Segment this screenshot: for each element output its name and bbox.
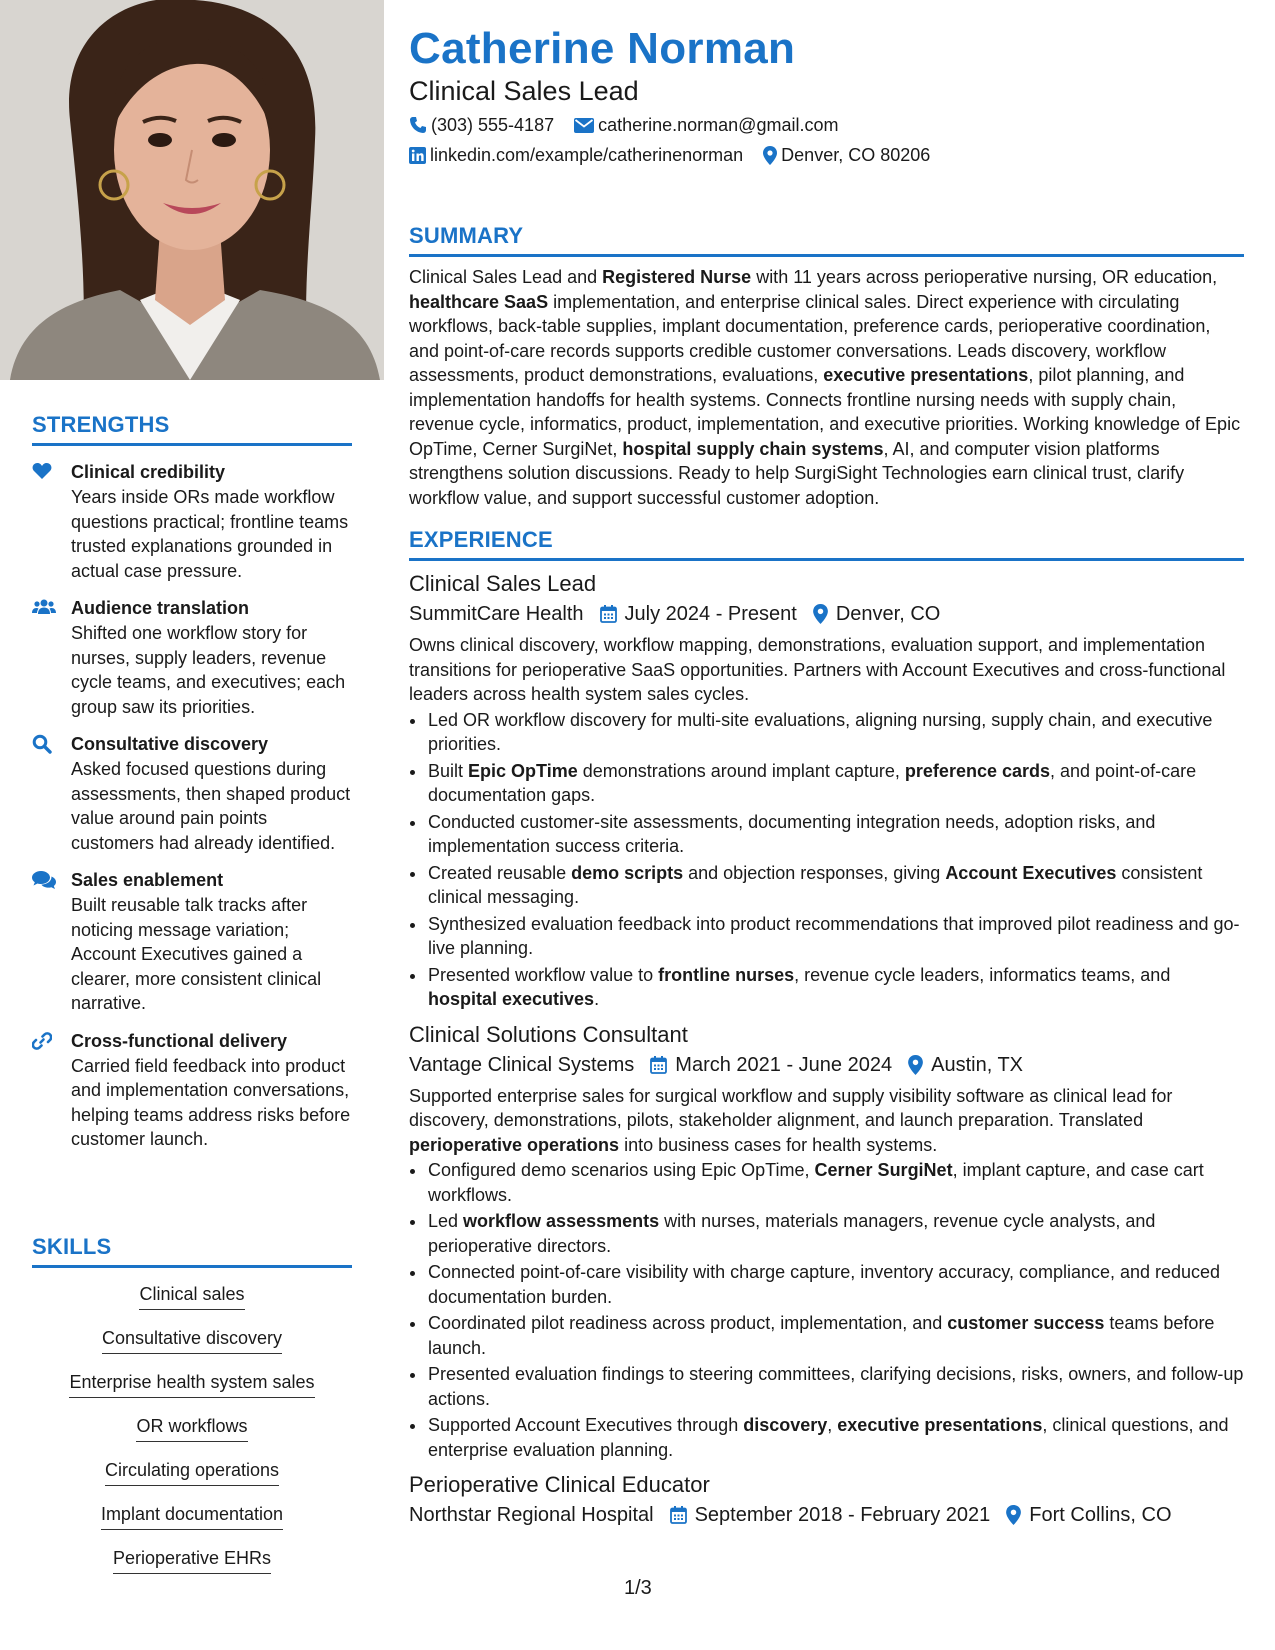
dates-text: July 2024 - Present (624, 603, 797, 625)
job-location (1006, 1500, 1171, 1530)
map-pin-icon (763, 146, 777, 165)
phone-icon (409, 116, 427, 134)
strength-title: Consultative discovery (71, 734, 269, 754)
job-bullet: • Coordinated pilot readiness across product, implementation, and customer success teams before launch. (427, 1311, 1244, 1360)
job-company (409, 1500, 654, 1530)
strength-item (32, 868, 352, 1016)
job-meta (409, 599, 1244, 629)
job-bullet: • Presented workflow value to frontline nurses, revenue cycle leaders, informatics teams, and hospital executives. (427, 963, 1244, 1012)
phone-contact (409, 113, 554, 137)
map-pin-icon (813, 604, 828, 624)
job-title: Clinical Sales Lead (409, 571, 597, 596)
job-meta (409, 1050, 1244, 1080)
email-contact (574, 113, 838, 137)
strength-desc: Carried field feedback into product and implementation conversations, helping teams address risks before customer launch. (71, 1055, 351, 1149)
summary-heading: SUMMARY (409, 223, 1244, 257)
linkedin-contact (409, 143, 743, 167)
job-bullet: • Configured demo scenarios using Epic OpTime, Cerner SurgiNet, implant capture, and case cart workflows. (427, 1158, 1244, 1207)
strength-title: Cross-functional delivery (71, 1030, 288, 1051)
contact-row-2 (409, 143, 950, 167)
skill-item: Consultative discovery (102, 1326, 282, 1354)
job-entry (409, 569, 1244, 1012)
skill-item: Implant documentation (101, 1502, 283, 1530)
strength-title: Sales enablement (71, 870, 224, 890)
candidate-name: Catherine Norman (409, 24, 796, 73)
job-location (813, 599, 940, 629)
job-company (409, 599, 584, 629)
strength-item (32, 596, 352, 719)
map-pin-icon (1006, 1505, 1021, 1525)
job-title: Perioperative Clinical Educator (409, 1472, 710, 1497)
company-text: SummitCare Health (409, 603, 584, 625)
company-text: Northstar Regional Hospital (409, 1504, 654, 1526)
job-entry (409, 1470, 1244, 1530)
job-description: Supported enterprise sales for surgical workflow and supply visibility software as clinical lead for discovery, demonstrations, pilots, stakeholder alignment, and launch preparation. Translated perioperative operations into business cases for health systems. (409, 1085, 1173, 1155)
job-bullet: • Synthesized evaluation feedback into product recommendations that improved pilot readiness and go-live planning. (427, 912, 1244, 961)
job-bullets (409, 708, 1244, 1012)
job-company (409, 1050, 634, 1080)
experience-heading: EXPERIENCE (409, 527, 1244, 561)
dates-text: March 2021 - June 2024 (675, 1053, 893, 1076)
candidate-role: Clinical Sales Lead (409, 76, 639, 106)
calendar-icon (600, 605, 617, 623)
dates-text: September 2018 - February 2021 (694, 1504, 991, 1526)
strength-title: Clinical credibility (71, 462, 226, 482)
job-description: Owns clinical discovery, workflow mapping, demonstrations, evaluation support, and implementation transitions for perioperative SaaS opportunities. Partners with Account Executives and cross-functional leaders across health system sales cycles. (409, 635, 1226, 704)
skill-item: Perioperative EHRs (113, 1546, 271, 1574)
job-meta (409, 1500, 1244, 1530)
contact-row-1 (409, 113, 858, 137)
page-number: 1/3 (624, 1577, 652, 1599)
linkedin-text[interactable]: linkedin.com/example/catherinenorman (430, 145, 744, 165)
company-text: Vantage Clinical Systems (409, 1053, 635, 1076)
skills-section (32, 1234, 352, 1590)
job-bullet: • Led OR workflow discovery for multi-site evaluations, aligning nursing, supply chain, and executive priorities. (427, 708, 1244, 757)
strength-desc: Shifted one workflow story for nurses, supply leaders, revenue cycle teams, and executives; each group saw its priorities. (71, 623, 346, 717)
heart-icon (32, 462, 54, 482)
sidebar (0, 0, 384, 1650)
strength-desc: Years inside ORs made workflow questions practical; frontline teams trusted explanations grounded in actual case pressure. (71, 487, 349, 581)
search-icon (32, 734, 54, 754)
skill-item: Circulating operations (105, 1458, 279, 1486)
envelope-icon (574, 118, 594, 133)
map-pin-icon (908, 1055, 923, 1075)
link-icon (32, 1031, 54, 1051)
job-bullet: • Led workflow assessments with nurses, materials managers, revenue cycle analysts, and perioperative directors. (427, 1209, 1244, 1258)
strength-desc: Asked focused questions during assessments, then shaped product value around pain points customers had already identified. (71, 759, 351, 853)
email-text[interactable]: catherine.norman@gmail.com (598, 115, 839, 135)
calendar-icon (650, 1056, 667, 1074)
phone-text[interactable]: (303) 555-4187 (431, 115, 555, 135)
location-text: Fort Collins, CO (1029, 1504, 1172, 1526)
job-bullet: • Created reusable demo scripts and objection responses, giving Account Executives consistent clinical messaging. (427, 861, 1244, 910)
location-text: Austin, TX (931, 1053, 1024, 1076)
job-bullets (409, 1158, 1244, 1462)
job-bullet: • Connected point-of-care visibility with charge capture, inventory accuracy, compliance, and reduced documentation burden. (427, 1260, 1244, 1309)
location-text: Denver, CO 80206 (781, 145, 931, 165)
experience-section (409, 527, 1244, 1530)
job-bullet: • Built Epic OpTime demonstrations around implant capture, preference cards, and point-of-care documentation gaps. (427, 759, 1244, 808)
linkedin-icon (409, 147, 426, 164)
job-entry (409, 1020, 1244, 1463)
strengths-heading: STRENGTHS (32, 412, 352, 446)
job-dates (650, 1050, 892, 1080)
calendar-icon (670, 1506, 687, 1524)
strength-item (32, 460, 352, 583)
summary-section (409, 223, 1244, 510)
job-location (908, 1050, 1023, 1080)
location-text: Denver, CO (835, 603, 941, 625)
strength-item (32, 1029, 352, 1152)
job-bullet: • Supported Account Executives through discovery, executive presentations, clinical questions, and enterprise evaluation planning. (427, 1413, 1244, 1462)
strengths-section (32, 412, 352, 1165)
profile-photo (0, 0, 384, 380)
comments-icon (32, 870, 54, 890)
location-contact (763, 143, 930, 167)
job-title: Clinical Solutions Consultant (409, 1021, 688, 1047)
skill-item: OR workflows (136, 1414, 247, 1442)
summary-text: Clinical Sales Lead and Registered Nurse with 11 years across perioperative nursing, OR education, healthcare SaaS implementation, and enterprise clinical sales. Direct experience with circulating workflows, back-table supplies, implant documentation, preference cards, perioperative coordination, and point-of-care records supports credible customer conversations. Leads discovery, workflow assessments, product demonstrations, evaluations, executive presentations, pilot planning, and implementation handoffs for health systems. Connects frontline nursing needs with supply chain, revenue cycle, informatics, product, implementation, and executive priorities. Working knowledge of Epic OpTime, Cerner SurgiNet, hospital supply chain systems, AI, and computer vision platforms strengthens solution discussions. Ready to help SurgiSight Technologies earn clinical trust, clarify workflow value, and support successful customer adoption. (409, 267, 1241, 508)
strength-title: Audience translation (71, 598, 250, 618)
job-bullet: • Presented evaluation findings to steering committees, clarifying decisions, risks, owners, and follow-up actions. (427, 1362, 1244, 1411)
job-bullet: • Conducted customer-site assessments, documenting integration needs, adoption risks, and implementation success criteria. (427, 810, 1244, 859)
skill-item: Clinical sales (139, 1282, 244, 1310)
strength-desc: Built reusable talk tracks after noticing message variation; Account Executives gained a clearer, more consistent clinical narrative. (71, 895, 322, 1013)
job-dates (600, 599, 797, 629)
skills-heading: SKILLS (32, 1234, 352, 1268)
job-dates (670, 1500, 991, 1530)
strength-item (32, 732, 352, 855)
users-icon (32, 598, 54, 618)
job-list (409, 569, 1244, 1530)
skill-item: Enterprise health system sales (69, 1370, 314, 1398)
